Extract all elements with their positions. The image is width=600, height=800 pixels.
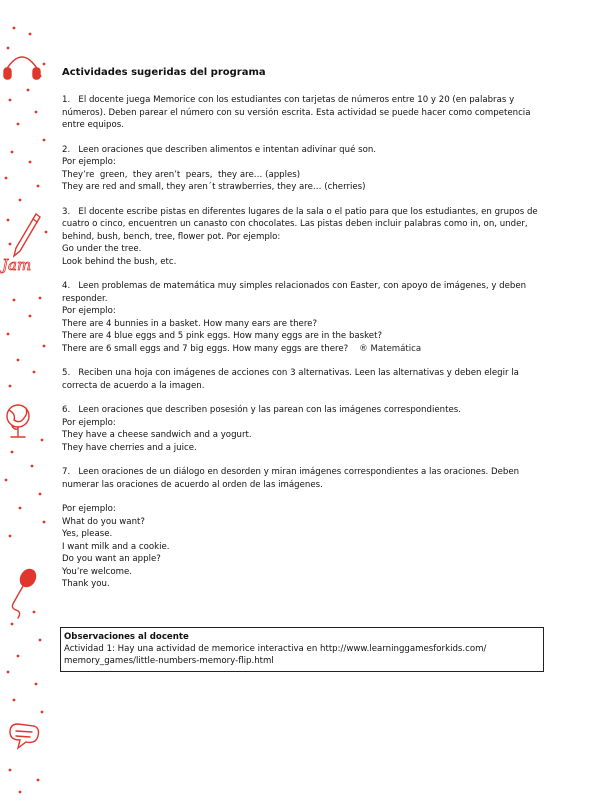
activity-number: 7. xyxy=(62,467,71,477)
example-label: Por ejemplo: xyxy=(62,417,116,428)
jam-doodle-text: Jam xyxy=(2,256,32,274)
example-label: Por ejemplo: xyxy=(62,157,116,167)
page-title: Actividades sugeridas del programa xyxy=(62,67,266,78)
example-line: Do you want an apple? xyxy=(62,554,161,564)
globe-icon xyxy=(7,405,29,437)
activity-6 xyxy=(62,404,544,454)
activity-number: 3. xyxy=(62,206,71,217)
example-label: Por ejemplo: xyxy=(62,306,116,316)
activity-3-text xyxy=(62,206,544,244)
activity-number: 5. xyxy=(62,368,71,378)
activity-description: El docente escribe pistas en diferentes lugares de la sala o el patio para que los estudiantes, en grupos de cuatro o cinco, encuentren un canasto con chocolates. Las pistas deben incluir palabras como in, on, under, behind, bush, bench, tree, flower pot. Por ejemplo: xyxy=(62,206,541,242)
example-line: They have a cheese sandwich and a yogurt. xyxy=(62,430,252,440)
activity-number: 2. xyxy=(62,144,71,155)
example-line: Go under the tree. xyxy=(62,244,142,254)
crossref-label: ® Matemática xyxy=(359,343,422,354)
activity-5-text xyxy=(62,367,544,392)
activity-description: El docente juega Memorice con los estudiantes con tarjetas de números entre 10 y 20 (en palabras y números). Deben parear el número con su versión escrita. Esta actividad se puede hacer como competencia entre equipos. xyxy=(62,95,534,130)
activities-section xyxy=(62,66,544,603)
activity-number: 4. xyxy=(62,281,71,291)
teacher-observations-box xyxy=(60,627,544,672)
example-label: Por ejemplo: xyxy=(62,504,116,514)
observations-text: Actividad 1: Hay una actividad de memorice interactiva en http://www.learninggamesforkids.com/ memory_games/little-numbers-memory-flip.html xyxy=(64,644,487,666)
headphones-icon xyxy=(4,57,40,79)
example-line: You’re welcome. xyxy=(62,566,132,577)
observations-title: Observaciones al docente xyxy=(64,632,189,642)
activity-description: Leen oraciones que describen posesión y las parean con las imágenes correspondientes. xyxy=(78,405,461,415)
example-line: I want milk and a cookie. xyxy=(62,541,170,552)
example-line: There are 4 bunnies in a basket. How many ears are there? xyxy=(62,318,318,329)
microphone-icon xyxy=(12,567,38,618)
activity-description: Leen oraciones que describen alimentos e intentan adivinar qué son. xyxy=(78,144,377,155)
activity-number: 6. xyxy=(62,405,71,415)
activity-2 xyxy=(62,144,544,194)
activity-4-text xyxy=(62,280,544,305)
activity-1-text xyxy=(62,94,544,132)
activity-3 xyxy=(62,206,544,269)
speech-bubble-icon xyxy=(10,724,39,748)
example-line: There are 6 small eggs and 7 big eggs. How many eggs are there? xyxy=(62,343,349,354)
example-line: They are red and small, they aren´t strawberries, they are… (cherries) xyxy=(62,182,366,192)
activity-description: Reciben una hoja con imágenes de acciones con 3 alternativas. Leen las alternativas y deben elegir la correcta de acuerdo a la imagen. xyxy=(62,368,522,391)
pencil-icon xyxy=(14,214,40,256)
activity-2-text xyxy=(62,144,544,157)
activity-description: Leen problemas de matemática muy simples relacionados con Easter, con apoyo de imágenes, y deben responder. xyxy=(62,281,529,304)
example-line-with-crossref xyxy=(62,343,544,356)
example-line: Thank you. xyxy=(62,579,110,589)
activity-1 xyxy=(62,94,544,132)
activity-6-text xyxy=(62,404,544,417)
activity-4 xyxy=(62,280,544,355)
activity-number: 1. xyxy=(62,95,71,105)
activity-7-text xyxy=(62,466,544,491)
activity-7 xyxy=(62,466,544,591)
activity-5 xyxy=(62,367,544,392)
example-line: There are 4 blue eggs and 5 pink eggs. How many eggs are in the basket? xyxy=(62,331,383,341)
example-line: Yes, please. xyxy=(62,529,113,539)
example-line: They’re green, they aren’t pears, they are… (apples) xyxy=(62,169,301,180)
example-line: What do you want? xyxy=(62,516,145,527)
spacer xyxy=(62,491,544,503)
example-line: They have cherries and a juice. xyxy=(62,442,197,453)
example-line: Look behind the bush, etc. xyxy=(62,256,177,267)
activity-description: Leen oraciones de un diálogo en desorden y miran imágenes correspondientes a las oraciones. Deben numerar las oraciones de acuerdo al orden de las imágenes. xyxy=(62,467,522,490)
margin-doodles xyxy=(0,0,58,800)
